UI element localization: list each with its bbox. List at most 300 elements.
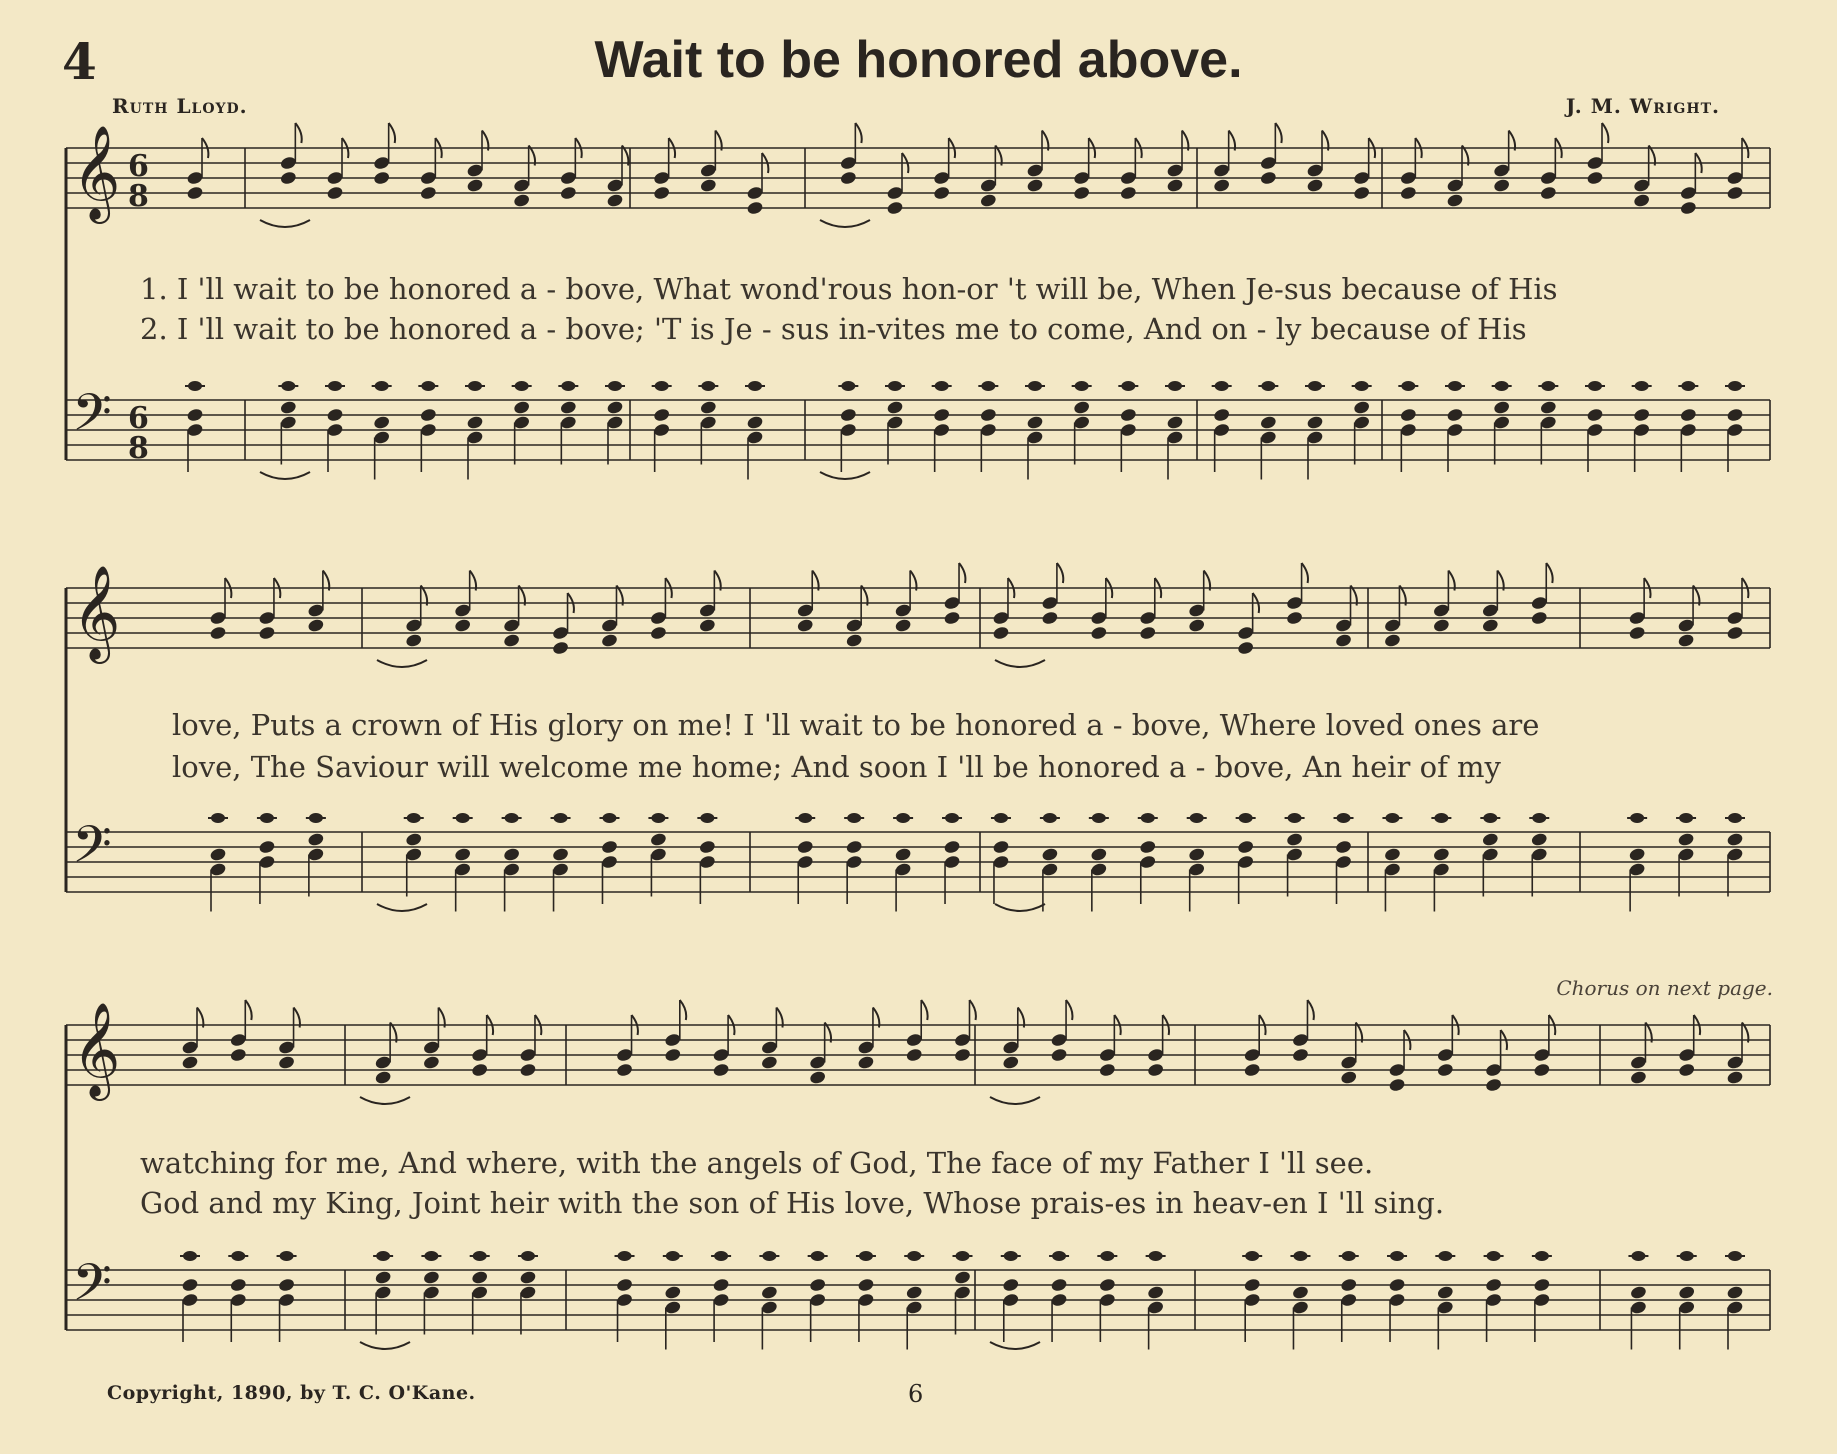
note-head (211, 813, 225, 823)
note-head (1098, 1062, 1116, 1077)
note-head (954, 1047, 972, 1062)
note-head (1495, 381, 1509, 391)
note-head (1239, 813, 1253, 823)
note-head (1098, 1277, 1116, 1292)
note-head (1166, 415, 1184, 430)
note-head (886, 400, 904, 415)
note-head (281, 381, 295, 391)
note-head (1399, 185, 1417, 200)
note-head (1147, 1062, 1165, 1077)
note-head (601, 633, 619, 648)
tie-arc (820, 472, 870, 479)
note-head (1385, 813, 1399, 823)
note-head (278, 1055, 296, 1070)
note-head (1028, 381, 1042, 391)
tie-arc (260, 220, 310, 227)
note-head (746, 415, 764, 430)
note-head (943, 610, 961, 625)
bass-clef-icon: 𝄢 (72, 382, 112, 455)
tie-arc (377, 904, 427, 911)
note-head (1728, 1251, 1742, 1261)
note-head (1259, 170, 1277, 185)
note-head (811, 1251, 825, 1261)
note-head (1588, 381, 1602, 391)
note-head (992, 625, 1010, 640)
note-head (1633, 193, 1651, 208)
note-head (809, 1277, 827, 1292)
note-head (1141, 813, 1155, 823)
tie-arc (360, 1342, 410, 1349)
note-head (1288, 813, 1302, 823)
note-head (258, 839, 276, 854)
note-flag (295, 123, 301, 143)
note-head (839, 170, 857, 185)
note-head (886, 200, 904, 215)
note-head (653, 185, 671, 200)
note-flag (959, 563, 965, 583)
note-head (419, 185, 437, 200)
lyric-line-verse1: 1. I 'll wait to be honored a - bove, What wond'rous hon-or 't will be, When Je-sus because of His (140, 272, 1558, 306)
note-head (280, 1251, 294, 1261)
note-head (1147, 1285, 1165, 1300)
note-head (1399, 407, 1417, 422)
note-head (701, 381, 715, 391)
note-head (279, 400, 297, 415)
note-head (699, 178, 717, 193)
note-head (422, 1055, 440, 1070)
note-head (1628, 847, 1646, 862)
note-head (552, 640, 570, 655)
note-flag (1602, 123, 1608, 143)
note-head (649, 832, 667, 847)
note-head (1485, 1277, 1503, 1292)
note-flag (1307, 1000, 1313, 1020)
tie-arc (995, 660, 1045, 667)
note-head (1384, 847, 1402, 862)
note-head (601, 839, 619, 854)
note-head (186, 185, 204, 200)
note-head (748, 381, 762, 391)
note-head (258, 625, 276, 640)
note-head (1539, 400, 1557, 415)
note-head (1532, 813, 1546, 823)
lyric-line-verse2: 2. I 'll wait to be honored a - bove; 'T is Je - sus in-vites me to come, And on - ly because of His (140, 312, 1527, 346)
note-head (1539, 185, 1557, 200)
note-head (1245, 1251, 1259, 1261)
note-head (698, 839, 716, 854)
note-head (1436, 1285, 1454, 1300)
note-head (1432, 847, 1450, 862)
note-head (1726, 625, 1744, 640)
note-head (606, 400, 624, 415)
note-head (714, 1251, 728, 1261)
note-head (552, 847, 570, 862)
tie-arc (820, 220, 870, 227)
note-head (326, 185, 344, 200)
note-head (857, 1277, 875, 1292)
note-head (1261, 381, 1275, 391)
note-head (712, 1277, 730, 1292)
note-head (1726, 832, 1744, 847)
note-head (1631, 1251, 1645, 1261)
note-head (374, 1270, 392, 1285)
note-head (1237, 839, 1255, 854)
note-head (1293, 1251, 1307, 1261)
lyric-line-verse1: watching for me, And where, with the angels of God, The face of my Father I 'll see. (140, 1146, 1374, 1180)
note-head (1679, 200, 1697, 215)
note-head (374, 1070, 392, 1085)
note-head (1026, 415, 1044, 430)
note-head (796, 618, 814, 633)
note-head (933, 185, 951, 200)
note-head (1586, 407, 1604, 422)
note-head (559, 400, 577, 415)
note-head (699, 400, 717, 415)
note-head (606, 193, 624, 208)
note-head (653, 407, 671, 422)
lyric-line-verse2: God and my King, Joint heir with the son of His love, Whose prais-es in heav-en I 'll sing. (140, 1186, 1445, 1220)
note-head (651, 813, 665, 823)
note-head (1630, 1070, 1648, 1085)
note-head (1139, 625, 1157, 640)
time-signature-top: 6 (128, 149, 149, 184)
note-head (1335, 633, 1353, 648)
note-head (1041, 610, 1059, 625)
note-head (405, 832, 423, 847)
note-head (1119, 185, 1137, 200)
note-head (1678, 1062, 1696, 1077)
note-flag (921, 1000, 927, 1020)
tie-arc (995, 904, 1045, 911)
note-head (1388, 1077, 1406, 1092)
note-head (1633, 407, 1651, 422)
note-head (1090, 847, 1108, 862)
note-head (698, 618, 716, 633)
note-head (1168, 381, 1182, 391)
note-head (859, 1251, 873, 1261)
note-head (760, 1285, 778, 1300)
note-head (1073, 185, 1091, 200)
note-head (1677, 832, 1695, 847)
note-head (649, 625, 667, 640)
note-head (1002, 1055, 1020, 1070)
note-head (1446, 193, 1464, 208)
note-head (1680, 1251, 1694, 1261)
note-flag (970, 1000, 976, 1020)
note-head (1485, 1077, 1503, 1092)
note-head (307, 832, 325, 847)
note-head (1004, 1251, 1018, 1261)
note-head (1353, 185, 1371, 200)
note-head (1726, 185, 1744, 200)
note-head (1530, 610, 1548, 625)
note-head (466, 415, 484, 430)
note-head (183, 1251, 197, 1261)
note-head (845, 633, 863, 648)
note-head (513, 400, 531, 415)
note-head (328, 381, 342, 391)
note-head (616, 1062, 634, 1077)
note-head (712, 1062, 730, 1077)
note-head (935, 381, 949, 391)
note-head (1188, 618, 1206, 633)
note-head (1677, 633, 1695, 648)
note-head (602, 813, 616, 823)
author-credit: Ruth Lloyd. (112, 94, 248, 118)
note-head (1052, 1251, 1066, 1261)
note-head (981, 381, 995, 391)
note-head (845, 839, 863, 854)
note-head (1026, 178, 1044, 193)
note-head (521, 1251, 535, 1261)
note-flag (1302, 563, 1308, 583)
note-flag (855, 123, 861, 143)
note-head (1533, 1062, 1551, 1077)
tie-arc (377, 660, 427, 667)
note-flag (389, 123, 395, 143)
note-head (1434, 813, 1448, 823)
note-head (1635, 381, 1649, 391)
note-head (1342, 1251, 1356, 1261)
hymn-title: Wait to be honored above. (594, 31, 1243, 89)
note-head (1679, 407, 1697, 422)
tie-arc (990, 1342, 1040, 1349)
note-head (1630, 813, 1644, 823)
note-head (405, 633, 423, 648)
note-head (1292, 1047, 1310, 1062)
note-head (896, 813, 910, 823)
time-signature-top: 6 (128, 401, 149, 436)
note-head (1092, 813, 1106, 823)
note-head (231, 1251, 245, 1261)
note-head (945, 813, 959, 823)
note-head (616, 1277, 634, 1292)
note-head (857, 1055, 875, 1070)
note-head (407, 813, 421, 823)
note-head (1243, 1062, 1261, 1077)
note-head (1286, 832, 1304, 847)
note-head (473, 1251, 487, 1261)
note-head (309, 813, 323, 823)
note-head (1726, 1285, 1744, 1300)
note-head (209, 625, 227, 640)
tie-arc (260, 472, 310, 479)
note-head (181, 1277, 199, 1292)
note-head (1306, 178, 1324, 193)
note-head (1541, 381, 1555, 391)
note-head (888, 381, 902, 391)
note-head (471, 1062, 489, 1077)
note-flag (1057, 563, 1063, 583)
note-head (954, 1270, 972, 1285)
note-head (1050, 1047, 1068, 1062)
note-head (279, 170, 297, 185)
note-head (1681, 381, 1695, 391)
note-head (513, 193, 531, 208)
note-head (561, 381, 575, 391)
note-head (760, 1055, 778, 1070)
note-head (1043, 813, 1057, 823)
note-head (1448, 381, 1462, 391)
note-head (505, 813, 519, 823)
note-flag (1066, 1000, 1072, 1020)
note-head (1337, 813, 1351, 823)
note-head (666, 1251, 680, 1261)
note-head (1388, 1277, 1406, 1292)
note-head (664, 1047, 682, 1062)
note-head (943, 839, 961, 854)
note-head (419, 407, 437, 422)
note-head (1487, 1251, 1501, 1261)
note-head (1213, 178, 1231, 193)
note-head (1355, 381, 1369, 391)
note-head (503, 847, 521, 862)
time-signature-bottom: 8 (128, 179, 149, 214)
note-head (994, 813, 1008, 823)
treble-clef-icon: 𝄞 (72, 1002, 121, 1097)
note-head (519, 1270, 537, 1285)
note-head (1726, 407, 1744, 422)
note-head (373, 415, 391, 430)
bass-clef-icon: 𝄢 (72, 1252, 112, 1325)
note-head (260, 813, 274, 823)
note-head (468, 381, 482, 391)
note-head (1384, 633, 1402, 648)
note-head (1586, 170, 1604, 185)
note-head (519, 1062, 537, 1077)
note-head (1726, 1070, 1744, 1085)
page-number: 6 (908, 1380, 924, 1408)
note-head (1041, 847, 1059, 862)
note-head (1728, 381, 1742, 391)
note-head (1075, 381, 1089, 391)
note-head (1002, 1277, 1020, 1292)
note-head (515, 381, 529, 391)
note-head (1535, 1251, 1549, 1261)
note-head (278, 1277, 296, 1292)
note-head (992, 839, 1010, 854)
hymn-number: 4 (62, 32, 97, 91)
treble-clef-icon: 𝄞 (72, 565, 121, 660)
note-head (1139, 839, 1157, 854)
note-head (1432, 618, 1450, 633)
note-head (229, 1277, 247, 1292)
chorus-note: Chorus on next page. (1556, 976, 1773, 1000)
note-head (229, 1047, 247, 1062)
note-head (1237, 640, 1255, 655)
note-head (1166, 178, 1184, 193)
note-head (1481, 618, 1499, 633)
treble-staff (66, 565, 1770, 664)
note-head (209, 847, 227, 862)
note-head (1628, 625, 1646, 640)
note-head (979, 407, 997, 422)
note-head (421, 381, 435, 391)
note-head (503, 633, 521, 648)
note-head (1401, 381, 1415, 391)
note-head (1215, 381, 1229, 391)
note-head (905, 1047, 923, 1062)
note-head (746, 200, 764, 215)
note-head (1308, 381, 1322, 391)
note-head (456, 813, 470, 823)
note-head (471, 1270, 489, 1285)
note-head (956, 1251, 970, 1261)
treble-clef-icon: 𝄞 (72, 125, 121, 220)
note-head (373, 170, 391, 185)
lyric-line-verse2: love, The Saviour will welcome me home; And soon I 'll be honored a - bove, An heir of my (172, 750, 1501, 784)
note-head (1190, 813, 1204, 823)
bass-staff (66, 382, 1770, 466)
note-head (839, 407, 857, 422)
note-head (847, 813, 861, 823)
note-head (1530, 832, 1548, 847)
note-head (608, 381, 622, 391)
bass-clef-icon: 𝄢 (72, 814, 112, 887)
note-head (1533, 1277, 1551, 1292)
note-head (798, 813, 812, 823)
note-head (1119, 407, 1137, 422)
note-head (894, 847, 912, 862)
note-head (1306, 415, 1324, 430)
note-head (1259, 415, 1277, 430)
note-head (1390, 1251, 1404, 1261)
time-signature-bottom: 8 (128, 431, 149, 466)
note-head (618, 1251, 632, 1261)
note-head (326, 407, 344, 422)
note-head (307, 618, 325, 633)
note-head (809, 1070, 827, 1085)
tie-arc (990, 1097, 1040, 1104)
note-head (424, 1251, 438, 1261)
note-head (186, 407, 204, 422)
note-head (1292, 1285, 1310, 1300)
note-head (1340, 1277, 1358, 1292)
note-head (1493, 178, 1511, 193)
note-head (762, 1251, 776, 1261)
note-flag (1275, 123, 1281, 143)
note-head (1353, 400, 1371, 415)
note-head (466, 178, 484, 193)
note-head (1073, 400, 1091, 415)
note-head (907, 1251, 921, 1261)
note-head (1728, 813, 1742, 823)
note-head (375, 381, 389, 391)
note-flag (1546, 563, 1552, 583)
composer-credit: J. M. Wright. (1565, 94, 1720, 118)
note-head (422, 1270, 440, 1285)
note-flag (245, 1000, 251, 1020)
note-head (1493, 400, 1511, 415)
note-head (894, 618, 912, 633)
note-head (1188, 847, 1206, 862)
note-head (841, 381, 855, 391)
note-head (1100, 1251, 1114, 1261)
note-head (1090, 625, 1108, 640)
note-head (188, 381, 202, 391)
note-head (1483, 813, 1497, 823)
note-head (181, 1055, 199, 1070)
note-head (376, 1251, 390, 1261)
note-head (1679, 813, 1693, 823)
tie-arc (360, 1097, 410, 1104)
note-head (454, 847, 472, 862)
note-head (1630, 1285, 1648, 1300)
note-head (1481, 832, 1499, 847)
note-head (1286, 610, 1304, 625)
note-head (979, 193, 997, 208)
note-head (559, 185, 577, 200)
